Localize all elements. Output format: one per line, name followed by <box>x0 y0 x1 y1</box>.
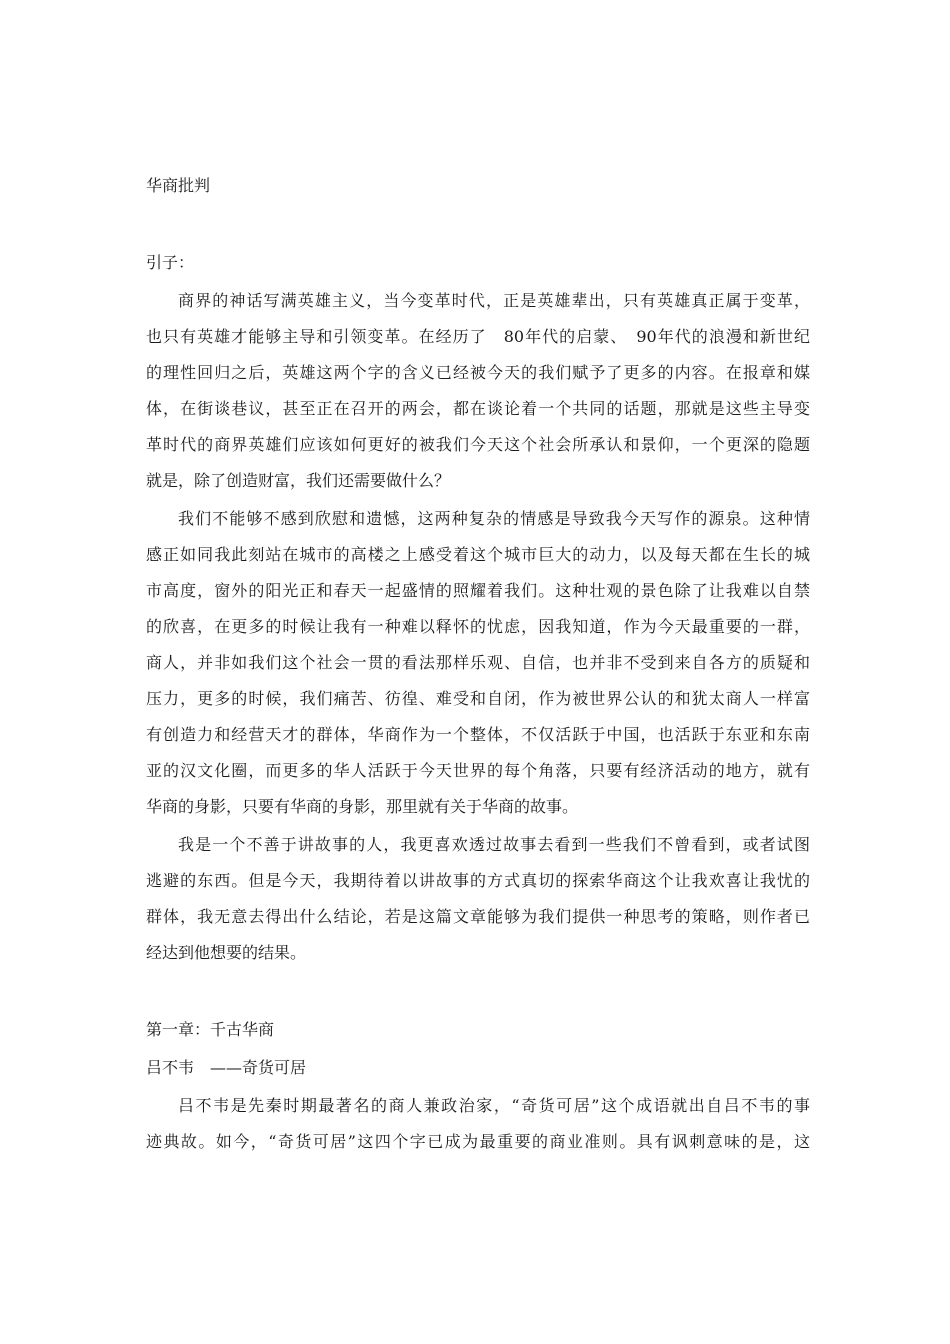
paragraph-line: 的欣喜，在更多的时候让我有一种难以释怀的忧虑，因我知道，作为今天最重要的一群， <box>146 617 810 636</box>
paragraph-line: 压力，更多的时候，我们痛苦、彷徨、难受和自闭，作为被世界公认的和犹太商人一样富 <box>146 689 810 708</box>
paragraph-line: 的理性回归之后，英雄这两个字的含义已经被今天的我们赋予了更多的内容。在报章和媒 <box>146 363 810 382</box>
intro-heading: 引子： <box>146 253 195 272</box>
paragraph-line: 体，在街谈巷议，甚至正在召开的两会，都在谈论着一个共同的话题，那就是这些主导变 <box>146 399 810 418</box>
paragraph-line: 革时代的商界英雄们应该如何更好的被我们今天这个社会所承认和景仰，一个更深的隐题 <box>146 435 810 454</box>
paragraph-line: 也只有英雄才能够主导和引领变革。在经历了 80年代的启蒙、 90年代的浪漫和新世纪 <box>146 327 810 346</box>
paragraph-line: 亚的汉文化圈，而更多的华人活跃于今天世界的每个角落，只要有经济活动的地方，就有 <box>146 761 810 780</box>
paragraph-line: 逃避的东西。但是今天，我期待着以讲故事的方式真切的探索华商这个让我欢喜让我忧的 <box>146 871 810 890</box>
paragraph-line: 商人，并非如我们这个社会一贯的看法那样乐观、自信，也并非不受到来自各方的质疑和 <box>146 653 810 672</box>
paragraph-line: 华商的身影，只要有华商的身影，那里就有关于华商的故事。 <box>146 797 579 816</box>
chapter-heading: 第一章：千古华商 <box>146 1020 275 1039</box>
paragraph-line: 迹典故。如今，“奇货可居”这四个字已成为最重要的商业准则。具有讽刺意味的是，这 <box>146 1132 810 1151</box>
paragraph-line: 群体，我无意去得出什么结论，若是这篇文章能够为我们提供一种思考的策略，则作者已 <box>146 907 810 926</box>
section-heading: 吕不韦 ——奇货可居 <box>146 1058 307 1077</box>
paragraph-line: 吕不韦是先秦时期最著名的商人兼政治家，“奇货可居”这个成语就出自吕不韦的事 <box>178 1096 810 1115</box>
paragraph-line: 商界的神话写满英雄主义，当今变革时代，正是英雄辈出，只有英雄真正属于变革， <box>178 291 810 310</box>
paragraph-line: 就是，除了创造财富，我们还需要做什么？ <box>146 471 451 490</box>
paragraph-line: 有创造力和经营天才的群体，华商作为一个整体，不仅活跃于中国，也活跃于东亚和东南 <box>146 725 810 744</box>
paragraph-line: 市高度，窗外的阳光正和春天一起盛情的照耀着我们。这种壮观的景色除了让我难以自禁 <box>146 581 810 600</box>
paragraph-line: 感正如同我此刻站在城市的高楼之上感受着这个城市巨大的动力，以及每天都在生长的城 <box>146 545 810 564</box>
paragraph-line: 我们不能够不感到欣慰和遗憾，这两种复杂的情感是导致我今天写作的源泉。这种情 <box>178 509 810 528</box>
document-title: 华商批判 <box>146 176 211 195</box>
paragraph-line: 我是一个不善于讲故事的人，我更喜欢透过故事去看到一些我们不曾看到，或者试图 <box>178 835 810 854</box>
paragraph-line: 经达到他想要的结果。 <box>146 943 307 962</box>
